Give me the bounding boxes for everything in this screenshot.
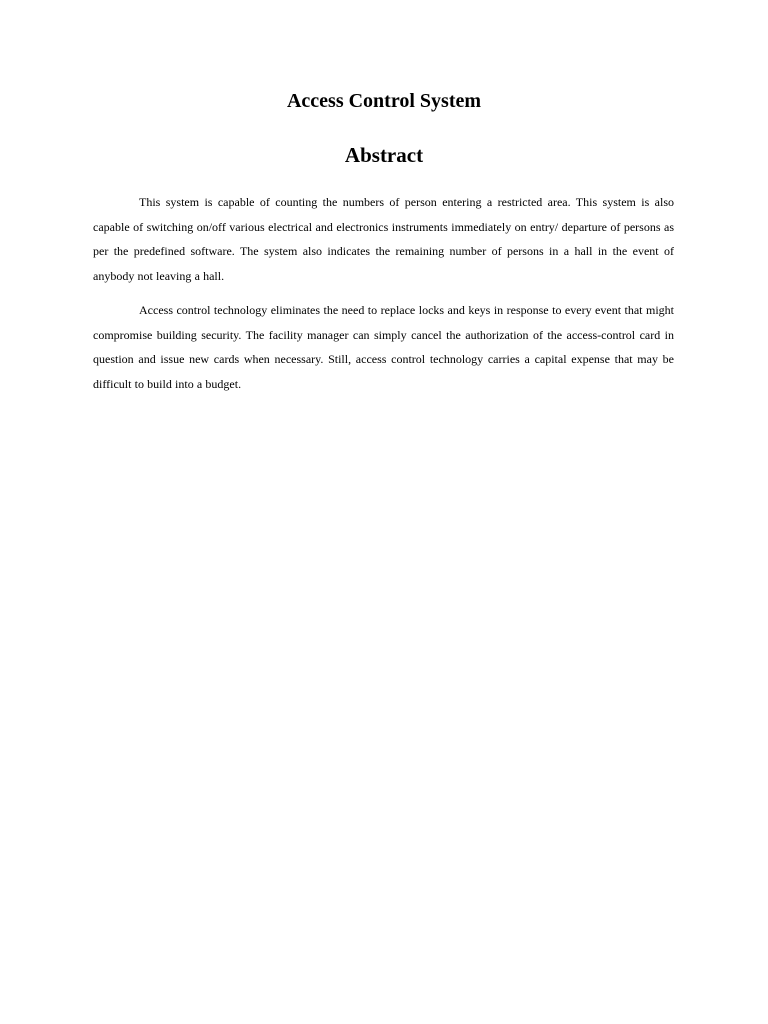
abstract-paragraph-1-container [93,190,674,288]
abstract-paragraph-2: Access control technology eliminates the need to replace locks and keys in response to every event that might compromise building security. The facility manager can simply cancel the authorization of the access-control card in question and issue new cards when necessary. Still, access control technology carries a capital expense that may be difficult to build into a budget. [93,303,674,391]
abstract-paragraph-1: This system is capable of counting the numbers of person entering a restricted area. This system is also capable of switching on/off various electrical and electronics instruments immediately on entry/ departure of persons as per the predefined software. The system also indicates the remaining number of persons in a hall in the event of anybody not leaving a hall. [93,195,674,283]
abstract-paragraph-2-container [93,298,674,396]
document-title: Access Control System [286,90,482,112]
abstract-heading: Abstract [344,143,424,167]
